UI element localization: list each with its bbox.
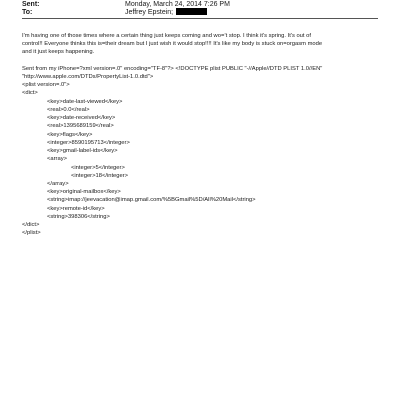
xml-plist-open: <plist version=.0">: [22, 82, 70, 88]
xml-line: <key>remote-id</key>: [47, 206, 105, 212]
body-line-1: I'm having one of those times where a certain thing just keeps coming and wo=’t stop. I think it's spring. It's out of: [22, 33, 311, 39]
xml-line: </array>: [47, 181, 69, 187]
xml-line: <integer>18</integer>: [71, 173, 129, 179]
xml-plist-close: </plist>: [22, 230, 41, 236]
xml-line: <real>1395689159</real>: [47, 123, 114, 129]
sent-value: Monday, March 24, 2014 7:26 PM: [125, 1, 230, 8]
xml-line: <string>imap://jeevacation@imap.gmail.com/%5BGmail%5D/All%20Mail</string>: [47, 197, 256, 203]
xml-line: <real>0.0</real>: [47, 107, 90, 113]
xml-line: <key>gmail-label-ids</key>: [47, 148, 118, 154]
body-line-3: and it just keeps happening.: [22, 49, 95, 55]
xml-line: <key>date-last-viewed</key>: [47, 99, 123, 105]
xml-line: <string>398306</string>: [47, 214, 110, 220]
xml-line: <key>flags</key>: [47, 132, 93, 138]
header-divider: [22, 18, 378, 19]
xml-line: <array>: [47, 156, 67, 162]
signature-line-2: "http://www.apple.com/DTDs/PropertyList-1.0.dtd">: [22, 74, 154, 80]
redaction-box: [176, 8, 207, 15]
xml-line: <integer>8590195713</integer>: [47, 140, 130, 146]
signature-line-1: Sent from my iPhone=?xml version=.0" encoding="TF-8"?> <!DOCTYPE plist PUBLIC "-//Apple//DTD PLIST 1.0//EN": [22, 66, 323, 72]
sent-label: Sent:: [22, 1, 40, 8]
xml-dict-open: <dict>: [22, 90, 38, 96]
recipient-name: Jeffrey Epstein;: [125, 9, 174, 16]
to-value: [125, 8, 207, 17]
xml-line: <integer>5</integer>: [71, 165, 125, 171]
xml-line: <key>date-received</key>: [47, 115, 116, 121]
to-label: To:: [22, 9, 33, 16]
xml-line: <key>original-mailbox</key>: [47, 189, 121, 195]
xml-dict-close: </dict>: [22, 222, 40, 228]
body-line-2: control!! Everyone thinks this is=their dream but I just wish it would stop!!!! It's like my body is stuck on=orgasm mode: [22, 41, 323, 47]
